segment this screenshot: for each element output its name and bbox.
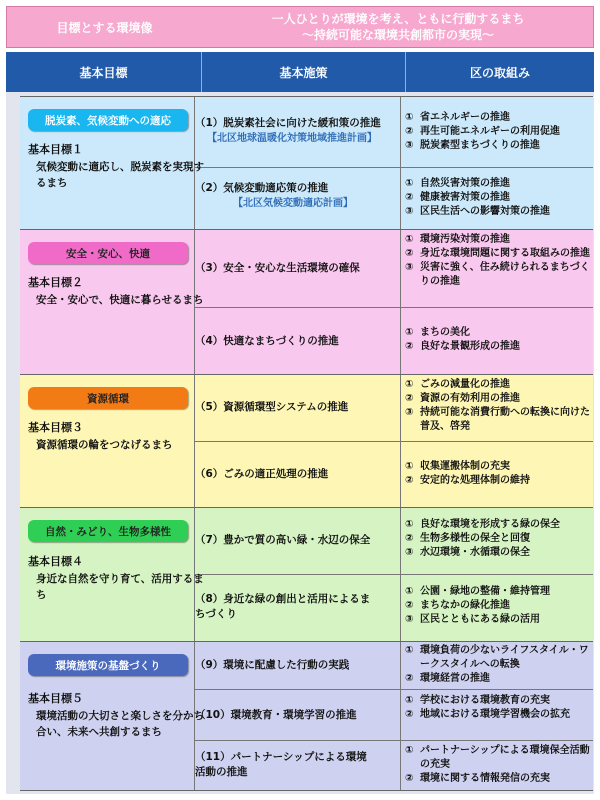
measure-6 <box>195 467 401 482</box>
goal-number: 基本目標３ <box>28 421 83 434</box>
list-item: ② 環境経営の推進 <box>405 673 490 684</box>
list-item: ② 健康被害対策の推進 <box>405 192 510 203</box>
list-item: ② 安定的な処理体制の維持 <box>405 475 530 486</box>
vision-line-2: ～持続可能な環境共創都市の実現～ <box>301 28 494 42</box>
action-list-8 <box>405 585 595 627</box>
action-list-2 <box>405 177 595 219</box>
action-list-10 <box>405 694 595 722</box>
list-item: ① 学校における環境教育の充実 <box>405 695 550 706</box>
list-item: ② 資源の有効利用の推進 <box>405 393 520 404</box>
goal-band-2 <box>20 229 593 374</box>
measure-11 <box>195 750 375 780</box>
list-item: ② 良好な景観形成の推進 <box>405 341 520 352</box>
measure-title: （4）快適なまちづくりの推進 <box>195 335 339 347</box>
list-item: ③ 持続可能な消費行動への転換に向けた普及、啓発 <box>405 407 590 432</box>
vision-statement <box>202 7 594 47</box>
goal-description: 資源循環の輪をつなげるまち <box>36 439 173 451</box>
measure-title: （2）気候変動適応策の推進 <box>195 182 329 194</box>
measure-title: （5）資源循環型システムの推進 <box>195 401 349 413</box>
list-item: ① 公園・緑地の整備・維持管理 <box>405 586 550 597</box>
list-item: ② 生物多様性の保全と回復 <box>405 533 530 544</box>
measure-title: （6）ごみの適正処理の推進 <box>195 468 329 480</box>
list-item: ② 環境に関する情報発信の充実 <box>405 773 550 784</box>
list-item: ① 省エネルギーの推進 <box>405 112 510 123</box>
header-basic-goal: 基本目標 <box>79 65 128 80</box>
list-item: ② 身近な環境問題に関する取組みの推進 <box>405 248 590 259</box>
action-list-1 <box>405 111 595 153</box>
list-item: ① 収集運搬体制の充実 <box>405 461 510 472</box>
action-list-6 <box>405 460 595 488</box>
header-ward-actions: 区の取組み <box>469 65 530 80</box>
list-item: ① 環境汚染対策の推進 <box>405 234 510 245</box>
measure-title: （8）身近な緑の創出と活用によるまちづくり <box>195 593 371 620</box>
measure-title: （9）環境に配慮した行動の実践 <box>195 659 350 671</box>
list-item: ③ 災害に強く、住み続けられるまちづくりの推進 <box>405 262 590 287</box>
measure-title: （3）安全・安心な生活環境の確保 <box>195 262 360 274</box>
action-list-11 <box>405 744 595 786</box>
list-item: ① 良好な環境を形成する緑の保全 <box>405 519 560 530</box>
measure-8 <box>195 592 375 622</box>
measure-2 <box>195 181 401 211</box>
vision-banner <box>6 6 594 48</box>
vision-line-1: 一人ひとりが環境を考え、ともに行動するまち <box>271 12 525 26</box>
list-item: ③ 脱炭素型まちづくりの推進 <box>405 140 540 151</box>
goal-tag: 脱炭素、気候変動への適応 <box>28 109 188 131</box>
list-item: ③ 水辺環境・水循環の保全 <box>405 547 530 558</box>
goal-tag: 安全・安心、快適 <box>28 242 188 264</box>
goal-tag: 自然・みどり、生物多様性 <box>28 520 188 542</box>
list-item: ③ 区民生活への影響対策の推進 <box>405 206 550 217</box>
measure-9 <box>195 658 401 673</box>
list-item: ③ 区民とともにある緑の活用 <box>405 614 540 625</box>
goal-band-5 <box>20 641 593 791</box>
goal-band-3 <box>20 374 593 507</box>
list-item: ① ごみの減量化の推進 <box>405 379 510 390</box>
goal-band-1 <box>20 96 593 229</box>
measure-10 <box>195 708 401 723</box>
vision-label: 目標とする環境像 <box>56 20 153 35</box>
action-list-3 <box>405 233 595 289</box>
goal-band-4 <box>20 507 593 641</box>
measure-4 <box>195 334 401 349</box>
measure-plan: 【北区気候変動適応計画】 <box>233 198 353 209</box>
list-item: ① 環境負荷の少ないライフスタイル・ワークスタイルへの転換 <box>405 645 589 670</box>
goal-description: 安全・安心で、快適に暮らせるまち <box>36 294 204 306</box>
action-list-4 <box>405 326 595 354</box>
measure-title: （10）環境教育・環境学習の推進 <box>195 709 357 721</box>
measure-3 <box>195 261 401 276</box>
list-item: ① パートナーシップによる環境保全活動の充実 <box>405 745 590 770</box>
goal-number: 基本目標４ <box>28 555 83 568</box>
list-item: ② 地域における環境学習機会の拡充 <box>405 709 570 720</box>
list-item: ② 再生可能エネルギーの利用促進 <box>405 126 560 137</box>
list-item: ① 自然災害対策の推進 <box>405 178 510 189</box>
measure-1 <box>195 116 401 146</box>
list-item: ① まちの美化 <box>405 327 470 338</box>
measure-7 <box>195 533 401 548</box>
measure-title: （1）脱炭素社会に向けた緩和策の推進 <box>195 117 381 129</box>
goal-number: 基本目標２ <box>28 276 83 289</box>
goal-description: 気候変動に適応し、脱炭素を実現するまち <box>36 161 204 189</box>
action-list-5 <box>405 378 595 434</box>
goal-number: 基本目標５ <box>28 692 83 705</box>
goal-number: 基本目標１ <box>28 143 83 156</box>
action-list-9 <box>405 644 595 686</box>
list-item: ② まちなかの緑化推進 <box>405 600 510 611</box>
goal-tag: 環境施策の基盤づくり <box>28 654 188 676</box>
measure-title: （7）豊かで質の高い緑・水辺の保全 <box>195 534 371 546</box>
measure-title: （11）パートナーシップによる環境活動の推進 <box>195 751 367 778</box>
goal-description: 環境活動の大切さと楽しさを分かち合い、未来へ共創するまち <box>36 710 204 738</box>
measure-5 <box>195 400 401 415</box>
goal-description: 身近な自然を守り育て、活用するまち <box>36 573 204 601</box>
action-list-7 <box>405 518 595 560</box>
table-header <box>6 52 594 92</box>
header-basic-measure: 基本施策 <box>279 65 328 80</box>
goal-tag: 資源循環 <box>28 387 188 409</box>
measure-plan: 【北区地球温暖化対策地域推進計画】 <box>207 133 377 144</box>
